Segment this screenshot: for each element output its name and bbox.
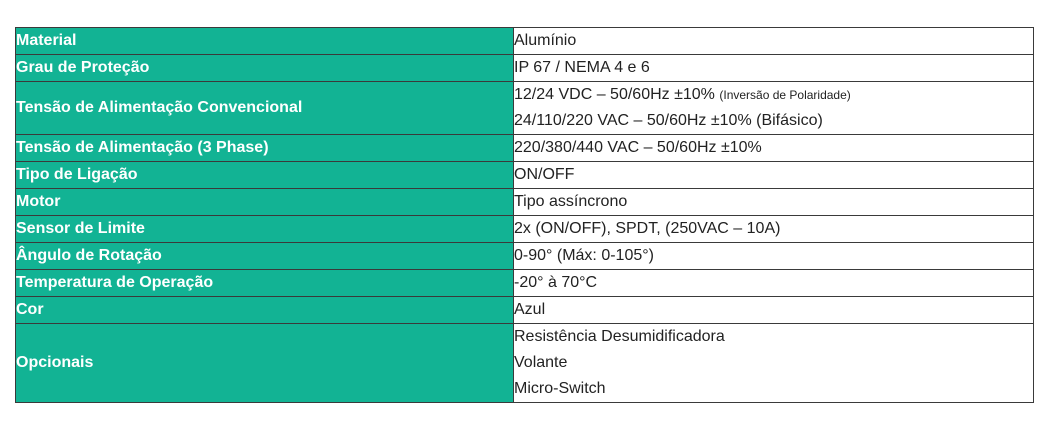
row-label-three-phase-voltage: Tensão de Alimentação (3 Phase) xyxy=(16,135,514,162)
row-label-connection-type: Tipo de Ligação xyxy=(16,162,514,189)
table-row xyxy=(16,28,1034,55)
value-line: 24/110/220 VAC – 50/60Hz ±10% (Bifásico) xyxy=(514,112,823,129)
value-text: 12/24 VDC – 50/60Hz ±10% xyxy=(514,86,715,103)
table-row xyxy=(16,216,1034,243)
table-row xyxy=(16,270,1034,297)
table-row xyxy=(16,82,1034,135)
row-value-protection: IP 67 / NEMA 4 e 6 xyxy=(514,55,1034,82)
row-value-color: Azul xyxy=(514,297,1034,324)
row-label-conventional-voltage: Tensão de Alimentação Convencional xyxy=(16,82,514,135)
table-row xyxy=(16,297,1034,324)
row-label-optionals: Opcionais xyxy=(16,324,514,403)
specifications-table xyxy=(15,27,1034,403)
row-value-limit-sensor: 2x (ON/OFF), SPDT, (250VAC – 10A) xyxy=(514,216,1034,243)
table-row xyxy=(16,189,1034,216)
row-label-limit-sensor: Sensor de Limite xyxy=(16,216,514,243)
row-label-operating-temperature: Temperatura de Operação xyxy=(16,270,514,297)
row-value-rotation-angle: 0-90° (Máx: 0-105°) xyxy=(514,243,1034,270)
row-label-motor: Motor xyxy=(16,189,514,216)
table-row xyxy=(16,55,1034,82)
row-value-material: Alumínio xyxy=(514,28,1034,55)
option-item: Resistência Desumidificadora xyxy=(514,328,725,345)
row-value-optionals xyxy=(514,324,1034,403)
table-row xyxy=(16,162,1034,189)
table-row xyxy=(16,243,1034,270)
option-item: Micro-Switch xyxy=(514,380,606,397)
row-value-conventional-voltage xyxy=(514,82,1034,135)
value-note: (Inversão de Polaridade) xyxy=(719,88,851,102)
row-value-motor: Tipo assíncrono xyxy=(514,189,1034,216)
row-value-operating-temperature: -20° à 70°C xyxy=(514,270,1034,297)
row-label-rotation-angle: Ângulo de Rotação xyxy=(16,243,514,270)
table-row xyxy=(16,324,1034,403)
row-value-connection-type: ON/OFF xyxy=(514,162,1034,189)
value-line xyxy=(514,82,1033,108)
row-label-material: Material xyxy=(16,28,514,55)
row-value-three-phase-voltage: 220/380/440 VAC – 50/60Hz ±10% xyxy=(514,135,1034,162)
row-label-color: Cor xyxy=(16,297,514,324)
table-row xyxy=(16,135,1034,162)
option-item: Volante xyxy=(514,354,568,371)
row-label-protection: Grau de Proteção xyxy=(16,55,514,82)
